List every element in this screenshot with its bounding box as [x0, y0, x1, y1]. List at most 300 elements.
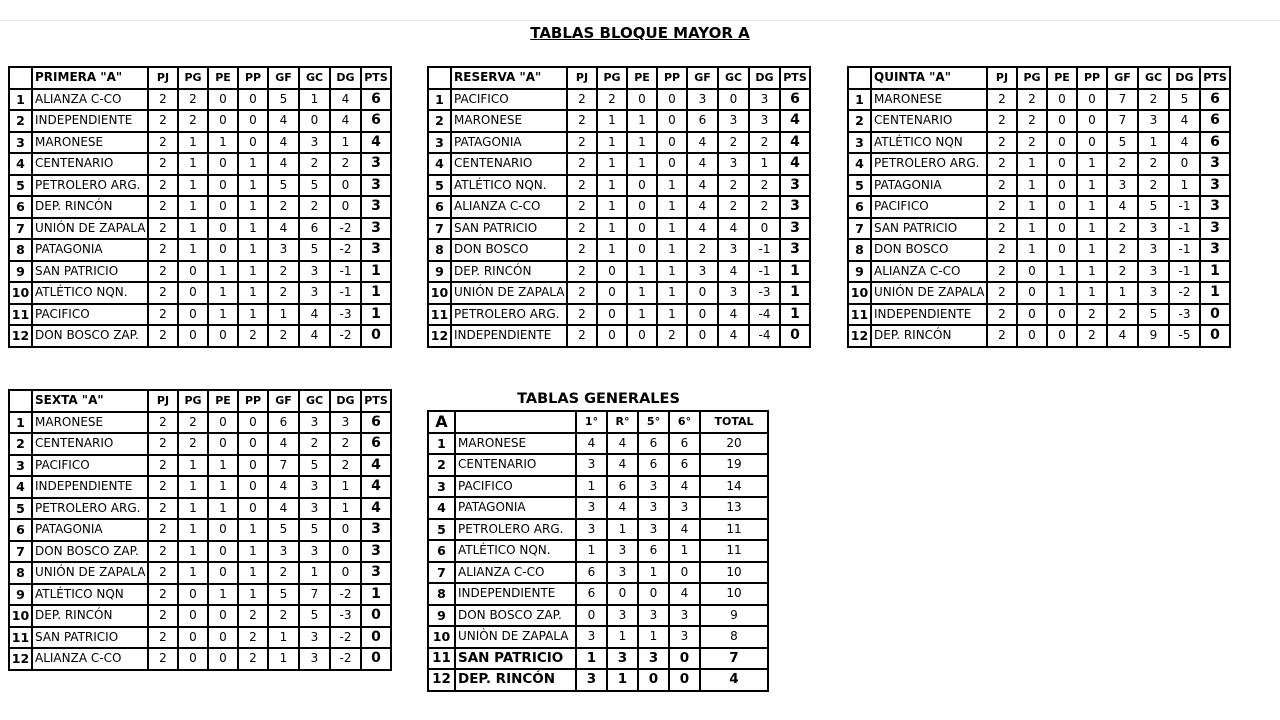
gf-cell: 4: [268, 476, 299, 498]
team-name-cell: ATLÉTICO NQN.: [32, 282, 148, 304]
general-table-row: [428, 433, 768, 455]
pg-cell: 0: [1017, 304, 1047, 326]
pj-cell: 2: [987, 218, 1017, 240]
pp-cell: 0: [1077, 132, 1107, 154]
pts-cell: 3: [1200, 218, 1230, 240]
column-header-pp: PP: [238, 390, 268, 412]
general-table-row: [428, 669, 768, 691]
dg-cell: 2: [330, 153, 361, 175]
position-cell: 1: [9, 412, 32, 434]
gf-cell: 2: [268, 261, 299, 283]
table-row: [428, 110, 810, 132]
total-cell: 20: [700, 433, 768, 455]
total-cell: 11: [700, 519, 768, 541]
column-header-gc: GC: [718, 67, 749, 89]
general-table-title: TABLAS GENERALES: [517, 391, 680, 407]
pe-cell: 0: [208, 325, 238, 347]
team-name-cell: DON BOSCO ZAP.: [32, 541, 148, 563]
table-row: [9, 282, 391, 304]
dg-cell: -2: [330, 648, 361, 670]
column-header-pg: PG: [178, 67, 208, 89]
team-name-cell: UNIÓN DE ZAPALA: [871, 282, 987, 304]
pj-cell: 2: [148, 89, 178, 111]
column-header-gf: GF: [1107, 67, 1138, 89]
column-header-pts: PTS: [361, 67, 391, 89]
gf-cell: 4: [687, 196, 718, 218]
pts-cell: 1: [361, 261, 391, 283]
pg-cell: 1: [1017, 239, 1047, 261]
standings-table-primera: [8, 66, 392, 348]
cr-cell: 3: [607, 605, 638, 627]
pts-cell: 3: [361, 175, 391, 197]
pg-cell: 1: [178, 498, 208, 520]
team-name-cell: MARONESE: [32, 412, 148, 434]
c5-cell: 6: [638, 454, 669, 476]
gf-cell: 4: [268, 110, 299, 132]
c6-cell: 4: [669, 476, 700, 498]
pj-cell: 2: [987, 304, 1017, 326]
c6-cell: 3: [669, 497, 700, 519]
position-cell: 8: [848, 239, 871, 261]
pp-cell: 1: [238, 519, 268, 541]
gf-cell: 3: [687, 89, 718, 111]
table-row: [9, 175, 391, 197]
gc-cell: 5: [299, 239, 330, 261]
gf-cell: 4: [268, 153, 299, 175]
column-header-pts: PTS: [1200, 67, 1230, 89]
gc-cell: 4: [299, 304, 330, 326]
cr-cell: 4: [607, 454, 638, 476]
cr-cell: 3: [607, 540, 638, 562]
c6-cell: 0: [669, 648, 700, 670]
gc-cell: 5: [299, 605, 330, 627]
gc-cell: 4: [718, 325, 749, 347]
gc-cell: 2: [299, 196, 330, 218]
gf-cell: 0: [687, 282, 718, 304]
gf-cell: 3: [687, 261, 718, 283]
pj-cell: 2: [567, 282, 597, 304]
table-row: [848, 261, 1230, 283]
column-header-pj: PJ: [987, 67, 1017, 89]
position-cell: 9: [428, 605, 455, 627]
pp-cell: 1: [1077, 175, 1107, 197]
pe-cell: 1: [627, 132, 657, 154]
column-header-gc: GC: [1138, 67, 1169, 89]
pj-cell: 2: [148, 110, 178, 132]
position-cell: 10: [9, 282, 32, 304]
total-cell: 4: [700, 669, 768, 691]
gc-cell: 4: [718, 304, 749, 326]
gf-cell: 2: [268, 196, 299, 218]
pts-cell: 1: [780, 282, 810, 304]
dg-cell: 3: [749, 89, 780, 111]
pp-cell: 1: [1077, 196, 1107, 218]
pp-cell: 0: [238, 132, 268, 154]
gf-cell: 4: [687, 132, 718, 154]
c5-cell: 0: [638, 583, 669, 605]
pts-cell: 1: [361, 304, 391, 326]
general-table-row: [428, 476, 768, 498]
table-row: [9, 648, 391, 670]
table-row: [9, 304, 391, 326]
pe-cell: 0: [627, 218, 657, 240]
team-name-cell: PATAGONIA: [455, 497, 576, 519]
team-name-cell: MARONESE: [451, 110, 567, 132]
team-name-cell: PACIFICO: [451, 89, 567, 111]
total-cell: 19: [700, 454, 768, 476]
gf-cell: 6: [687, 110, 718, 132]
pg-cell: 1: [597, 110, 627, 132]
pj-cell: 2: [567, 132, 597, 154]
pj-cell: 2: [567, 110, 597, 132]
table-row: [848, 196, 1230, 218]
pe-cell: 0: [1047, 89, 1077, 111]
table-row: [428, 325, 810, 347]
cr-cell: 4: [607, 433, 638, 455]
dg-cell: -1: [1169, 261, 1200, 283]
pp-cell: 0: [238, 498, 268, 520]
position-cell: 2: [428, 110, 451, 132]
dg-cell: 0: [330, 519, 361, 541]
pe-cell: 1: [208, 261, 238, 283]
column-header-dg: DG: [330, 390, 361, 412]
pp-cell: 1: [1077, 153, 1107, 175]
pp-cell: 0: [657, 153, 687, 175]
pj-cell: 2: [567, 325, 597, 347]
header-corner-cell: [9, 67, 32, 89]
general-team-header: [455, 411, 576, 433]
team-name-cell: PACIFICO: [455, 476, 576, 498]
cr-cell: 0: [607, 583, 638, 605]
pp-cell: 2: [238, 325, 268, 347]
pts-cell: 6: [361, 89, 391, 111]
pg-cell: 1: [597, 196, 627, 218]
dg-cell: -3: [330, 605, 361, 627]
gf-cell: 4: [268, 132, 299, 154]
pts-cell: 3: [361, 239, 391, 261]
table-row: [428, 89, 810, 111]
table-row: [428, 175, 810, 197]
team-name-cell: DEP. RINCÓN: [32, 196, 148, 218]
gf-cell: 2: [268, 605, 299, 627]
pp-cell: 1: [1077, 239, 1107, 261]
pg-cell: 0: [597, 325, 627, 347]
team-name-cell: INDEPENDIENTE: [871, 304, 987, 326]
dg-cell: -4: [749, 304, 780, 326]
pts-cell: 6: [1200, 89, 1230, 111]
table-row: [9, 196, 391, 218]
team-name-cell: DON BOSCO: [871, 239, 987, 261]
pts-cell: 3: [1200, 196, 1230, 218]
gc-cell: 1: [299, 89, 330, 111]
c1-cell: 0: [576, 605, 607, 627]
position-cell: 10: [848, 282, 871, 304]
gc-cell: 3: [299, 412, 330, 434]
pp-cell: 1: [657, 218, 687, 240]
position-cell: 7: [9, 218, 32, 240]
team-name-cell: UNIÓN DE ZAPALA: [32, 218, 148, 240]
table-row: [428, 218, 810, 240]
category-name-header: SEXTA "A": [32, 390, 148, 412]
cr-cell: 4: [607, 497, 638, 519]
column-header-pts: PTS: [780, 67, 810, 89]
position-cell: 12: [428, 669, 455, 691]
pe-cell: 0: [1047, 325, 1077, 347]
pts-cell: 4: [780, 132, 810, 154]
pp-cell: 0: [657, 110, 687, 132]
total-cell: 13: [700, 497, 768, 519]
pe-cell: 1: [208, 584, 238, 606]
pp-cell: 1: [238, 282, 268, 304]
c5-cell: 0: [638, 669, 669, 691]
gf-cell: 0: [687, 304, 718, 326]
gc-cell: 2: [718, 132, 749, 154]
position-cell: 3: [848, 132, 871, 154]
gc-cell: 4: [299, 325, 330, 347]
pts-cell: 1: [361, 584, 391, 606]
table-row: [428, 261, 810, 283]
table-row: [428, 153, 810, 175]
dg-cell: -1: [749, 261, 780, 283]
pp-cell: 1: [1077, 218, 1107, 240]
team-name-cell: ATLÉTICO NQN: [32, 584, 148, 606]
dg-cell: 1: [330, 476, 361, 498]
position-cell: 4: [9, 476, 32, 498]
pj-cell: 2: [148, 433, 178, 455]
gf-cell: 0: [687, 325, 718, 347]
c1-cell: 3: [576, 669, 607, 691]
gf-cell: 7: [1107, 110, 1138, 132]
table-row: [848, 132, 1230, 154]
column-header-pj: PJ: [148, 390, 178, 412]
pe-cell: 1: [627, 153, 657, 175]
position-cell: 8: [428, 239, 451, 261]
team-name-cell: PATAGONIA: [451, 132, 567, 154]
c6-cell: 4: [669, 583, 700, 605]
gf-cell: 3: [268, 541, 299, 563]
pg-cell: 0: [178, 282, 208, 304]
pj-cell: 2: [148, 153, 178, 175]
gf-cell: 2: [687, 239, 718, 261]
pg-cell: 1: [1017, 196, 1047, 218]
pj-cell: 2: [987, 153, 1017, 175]
pj-cell: 2: [148, 175, 178, 197]
pg-cell: 1: [178, 476, 208, 498]
pe-cell: 0: [208, 562, 238, 584]
header-corner-cell: [428, 67, 451, 89]
c1-cell: 3: [576, 626, 607, 648]
dg-cell: 1: [1169, 175, 1200, 197]
dg-cell: 0: [330, 175, 361, 197]
pp-cell: 0: [657, 132, 687, 154]
gc-cell: 9: [1138, 325, 1169, 347]
dg-cell: -2: [330, 325, 361, 347]
table-row: [848, 325, 1230, 347]
position-cell: 1: [848, 89, 871, 111]
team-name-cell: PATAGONIA: [32, 239, 148, 261]
position-cell: 5: [428, 175, 451, 197]
pp-cell: 1: [238, 153, 268, 175]
team-name-cell: SAN PATRICIO: [451, 218, 567, 240]
gf-cell: 2: [1107, 261, 1138, 283]
team-name-cell: DEP. RINCÓN: [455, 669, 576, 691]
table-row: [848, 153, 1230, 175]
table-header-row: [9, 67, 391, 89]
gf-cell: 7: [1107, 89, 1138, 111]
pe-cell: 0: [627, 89, 657, 111]
position-cell: 12: [428, 325, 451, 347]
pg-cell: 1: [178, 562, 208, 584]
pe-cell: 0: [208, 175, 238, 197]
pts-cell: 6: [361, 433, 391, 455]
pe-cell: 0: [627, 196, 657, 218]
c6-cell: 0: [669, 562, 700, 584]
gf-cell: 4: [687, 175, 718, 197]
team-name-cell: CENTENARIO: [871, 110, 987, 132]
total-cell: 14: [700, 476, 768, 498]
gc-cell: 2: [1138, 89, 1169, 111]
gc-cell: 4: [718, 218, 749, 240]
table-row: [9, 153, 391, 175]
position-cell: 8: [428, 583, 455, 605]
pts-cell: 6: [361, 412, 391, 434]
pp-cell: 0: [238, 412, 268, 434]
gc-cell: 3: [718, 282, 749, 304]
gc-cell: 0: [299, 110, 330, 132]
pj-cell: 2: [987, 175, 1017, 197]
page-title-text: TABLAS BLOQUE MAYOR A: [530, 24, 750, 42]
general-table-row: [428, 605, 768, 627]
dg-cell: -1: [1169, 196, 1200, 218]
pg-cell: 0: [1017, 282, 1047, 304]
team-name-cell: DEP. RINCÓN: [451, 261, 567, 283]
table-row: [9, 519, 391, 541]
pg-cell: 0: [178, 261, 208, 283]
pg-cell: 1: [178, 455, 208, 477]
team-name-cell: ALIANZA C-CO: [451, 196, 567, 218]
pe-cell: 0: [208, 196, 238, 218]
cr-cell: 1: [607, 519, 638, 541]
page-title: [0, 24, 1280, 42]
gc-cell: 5: [1138, 304, 1169, 326]
gf-cell: 2: [1107, 239, 1138, 261]
cr-cell: 6: [607, 476, 638, 498]
gc-cell: 7: [299, 584, 330, 606]
pp-cell: 1: [657, 282, 687, 304]
team-name-cell: CENTENARIO: [32, 153, 148, 175]
pg-cell: 2: [178, 89, 208, 111]
dg-cell: -3: [749, 282, 780, 304]
pg-cell: 2: [178, 412, 208, 434]
pp-cell: 1: [657, 304, 687, 326]
pe-cell: 0: [1047, 304, 1077, 326]
pg-cell: 0: [1017, 261, 1047, 283]
gc-cell: 1: [1138, 132, 1169, 154]
team-name-cell: PETROLERO ARG.: [32, 498, 148, 520]
pg-cell: 1: [178, 196, 208, 218]
gf-cell: 6: [268, 412, 299, 434]
dg-cell: 1: [749, 153, 780, 175]
gc-cell: 3: [718, 239, 749, 261]
gc-cell: 3: [299, 541, 330, 563]
dg-cell: 0: [1169, 153, 1200, 175]
c1-cell: 1: [576, 540, 607, 562]
dg-cell: -2: [330, 627, 361, 649]
c5-cell: 3: [638, 497, 669, 519]
pg-cell: 1: [1017, 218, 1047, 240]
dg-cell: 0: [330, 562, 361, 584]
gf-cell: 5: [268, 175, 299, 197]
pe-cell: 1: [627, 110, 657, 132]
pj-cell: 2: [148, 648, 178, 670]
pe-cell: 0: [208, 648, 238, 670]
c1-cell: 1: [576, 648, 607, 670]
column-header-pe: PE: [627, 67, 657, 89]
column-header-gc: GC: [299, 67, 330, 89]
pp-cell: 1: [1077, 282, 1107, 304]
c1-cell: 6: [576, 583, 607, 605]
c1-cell: 3: [576, 497, 607, 519]
position-cell: 10: [428, 626, 455, 648]
pp-cell: 0: [238, 89, 268, 111]
team-name-cell: UNIÓN DE ZAPALA: [32, 562, 148, 584]
position-cell: 9: [848, 261, 871, 283]
table-row: [428, 132, 810, 154]
pg-cell: 2: [597, 89, 627, 111]
column-header-pts: PTS: [361, 390, 391, 412]
pp-cell: 1: [238, 541, 268, 563]
team-name-cell: INDEPENDIENTE: [32, 476, 148, 498]
table-row: [9, 110, 391, 132]
pj-cell: 2: [148, 584, 178, 606]
table-row: [848, 304, 1230, 326]
gf-cell: 5: [1107, 132, 1138, 154]
team-name-cell: INDEPENDIENTE: [451, 325, 567, 347]
general-standings-table: [427, 410, 769, 692]
pg-cell: 1: [1017, 153, 1047, 175]
table-row: [428, 304, 810, 326]
pe-cell: 1: [208, 132, 238, 154]
pp-cell: 1: [238, 196, 268, 218]
dg-cell: 5: [1169, 89, 1200, 111]
general-table-row: [428, 454, 768, 476]
position-cell: 5: [848, 175, 871, 197]
dg-cell: 2: [749, 175, 780, 197]
gf-cell: 2: [1107, 304, 1138, 326]
column-header-dg: DG: [330, 67, 361, 89]
pg-cell: 2: [178, 433, 208, 455]
pe-cell: 0: [208, 433, 238, 455]
team-name-cell: MARONESE: [871, 89, 987, 111]
c1-cell: 6: [576, 562, 607, 584]
table-row: [9, 412, 391, 434]
pe-cell: 0: [208, 605, 238, 627]
table-row: [9, 476, 391, 498]
column-header-gf: GF: [687, 67, 718, 89]
pg-cell: 1: [178, 132, 208, 154]
pj-cell: 2: [987, 261, 1017, 283]
gc-cell: 3: [299, 132, 330, 154]
c6-cell: 6: [669, 433, 700, 455]
team-name-cell: MARONESE: [455, 433, 576, 455]
team-name-cell: SAN PATRICIO: [455, 648, 576, 670]
pj-cell: 2: [567, 239, 597, 261]
gc-cell: 3: [1138, 110, 1169, 132]
general-table-row: [428, 583, 768, 605]
pj-cell: 2: [148, 218, 178, 240]
pe-cell: 0: [208, 627, 238, 649]
pp-cell: 1: [238, 304, 268, 326]
